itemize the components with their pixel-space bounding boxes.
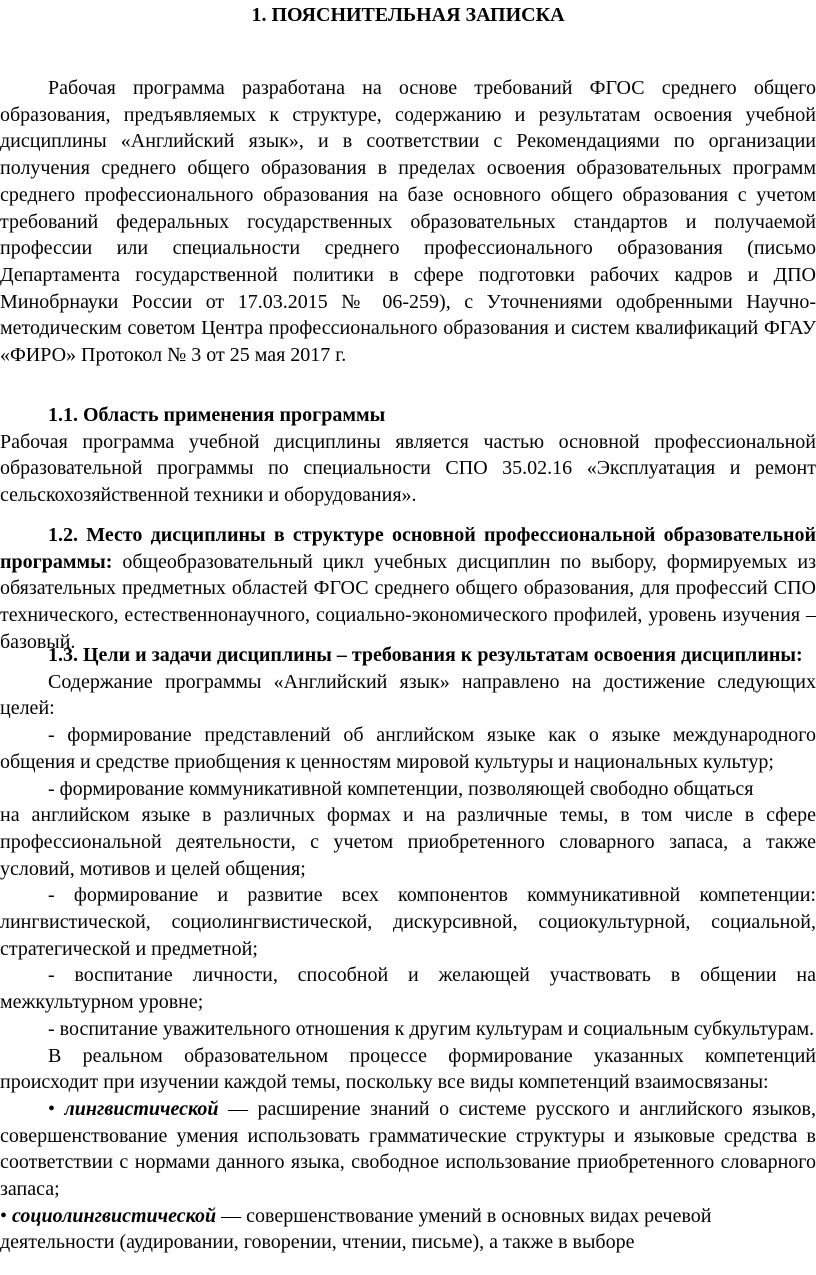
bullet-text: — совершенствование умений в основных видах речевой (216, 1204, 712, 1227)
section-1-2-heading: 1.2. Место дисциплины в структуре основной профессиональной образовательной программы: (0, 524, 816, 573)
section-1-1-text: Рабочая программа учебной дисциплины является частью основной профессиональной образовательной программы по специальности СПО 35.02.16 «Эксплуатация и ремонт сельскохозяйственной техники и оборудования». (0, 430, 816, 507)
goal-item: - формирование коммуникативной компетенции, позволяющей свободно общаться (48, 777, 754, 800)
goal-item: - формирование и развитие всех компонентов коммуникативной компетенции: лингвистической, социолингвистической, дискурсивной, социокультурной, социальной, стратегической и предметной; (0, 884, 816, 960)
section-1-1-heading: 1.1. Область применения программы (48, 404, 386, 426)
section-1-2-text: общеобразовательный цикл учебных дисциплин по выбору, формируемых из обязательных предметных областей ФГОС среднего общего образования, для профессий СПО технического, естественнонаучного, социально-экономического профилей, уровень изучения – базовый. (0, 550, 816, 653)
section-1-2 (0, 522, 816, 656)
bullet-icon: • (48, 1097, 65, 1120)
intro-section (0, 75, 816, 369)
goal-item: - воспитание личности, способной и желающей участвовать в общении на межкультурном уровне; (0, 964, 816, 1014)
goal-item: - воспитание уважительного отношения к другим культурам и социальным субкультурам. (48, 1017, 815, 1040)
intro-paragraph: Рабочая программа разработана на основе требований ФГОС среднего общего образования, предъявляемых к структуре, содержанию и результатам освоения учебной дисциплины «Английский язык», и в соответствии с Рекомендациями по организации получения среднего общего образования в пределах освоения образовательных программ среднего профессионального образования на базе основного общего образования с учетом требований федеральных государственных образовательных стандартов и получаемой профессии или специальности среднего профессионального образования (письмо Департамента государственной политики в сфере подготовки рабочих кадров и ДПО Минобрнауки России от 17.03.2015 № 06-259), с Уточнениями одобренными Научно-методическим советом Центра профессионального образования и систем квалификаций ФГАУ «ФИРО» Протокол № 3 от 25 мая 2017 г. (0, 77, 816, 367)
process-paragraph: В реальном образовательном процессе формирование указанных компетенций происходит при изучении каждой темы, поскольку все виды компетенций взаимосвязаны: (0, 1044, 816, 1094)
goal-item: - формирование представлений об английском языке как о языке международного общения и средстве приобщения к ценностям мировой культуры и национальных культур; (0, 724, 816, 773)
page-title: 1. ПОЯСНИТЕЛЬНАЯ ЗАПИСКА (251, 4, 565, 26)
goals-intro: Содержание программы «Английский язык» направлено на достижение следующих целей: (0, 670, 816, 720)
section-1-2-paragraph (0, 522, 816, 656)
bullet-term: лингвистической (64, 1097, 219, 1120)
bullet-item (0, 1096, 816, 1203)
section-1-1 (0, 402, 816, 509)
section-1-3-heading: 1.3. Цели и задачи дисциплины – требования к результатам освоения дисциплины: (48, 644, 803, 666)
bullet-term: социолингвистической (12, 1204, 217, 1227)
bullet-item (0, 1203, 816, 1230)
bullet-text: — расширение знаний о системе русского и английского языков, совершенствование умения использовать грамматические структуры и языковые средства в соответствии с нормами данного языка, свободное использование приобретенного словарного запаса; (0, 1097, 816, 1201)
goal-item-continued: на английском языке в различных формах и на различные темы, в том числе в сфере профессиональной деятельности, с учетом приобретенного словарного запаса, а также условий, мотивов и целей общения; (0, 804, 816, 880)
section-1-3 (0, 642, 816, 1256)
bullet-icon: • (0, 1204, 13, 1227)
bullet-item-continued: деятельности (аудировании, говорении, чтении, письме), а также в выборе (0, 1231, 635, 1254)
